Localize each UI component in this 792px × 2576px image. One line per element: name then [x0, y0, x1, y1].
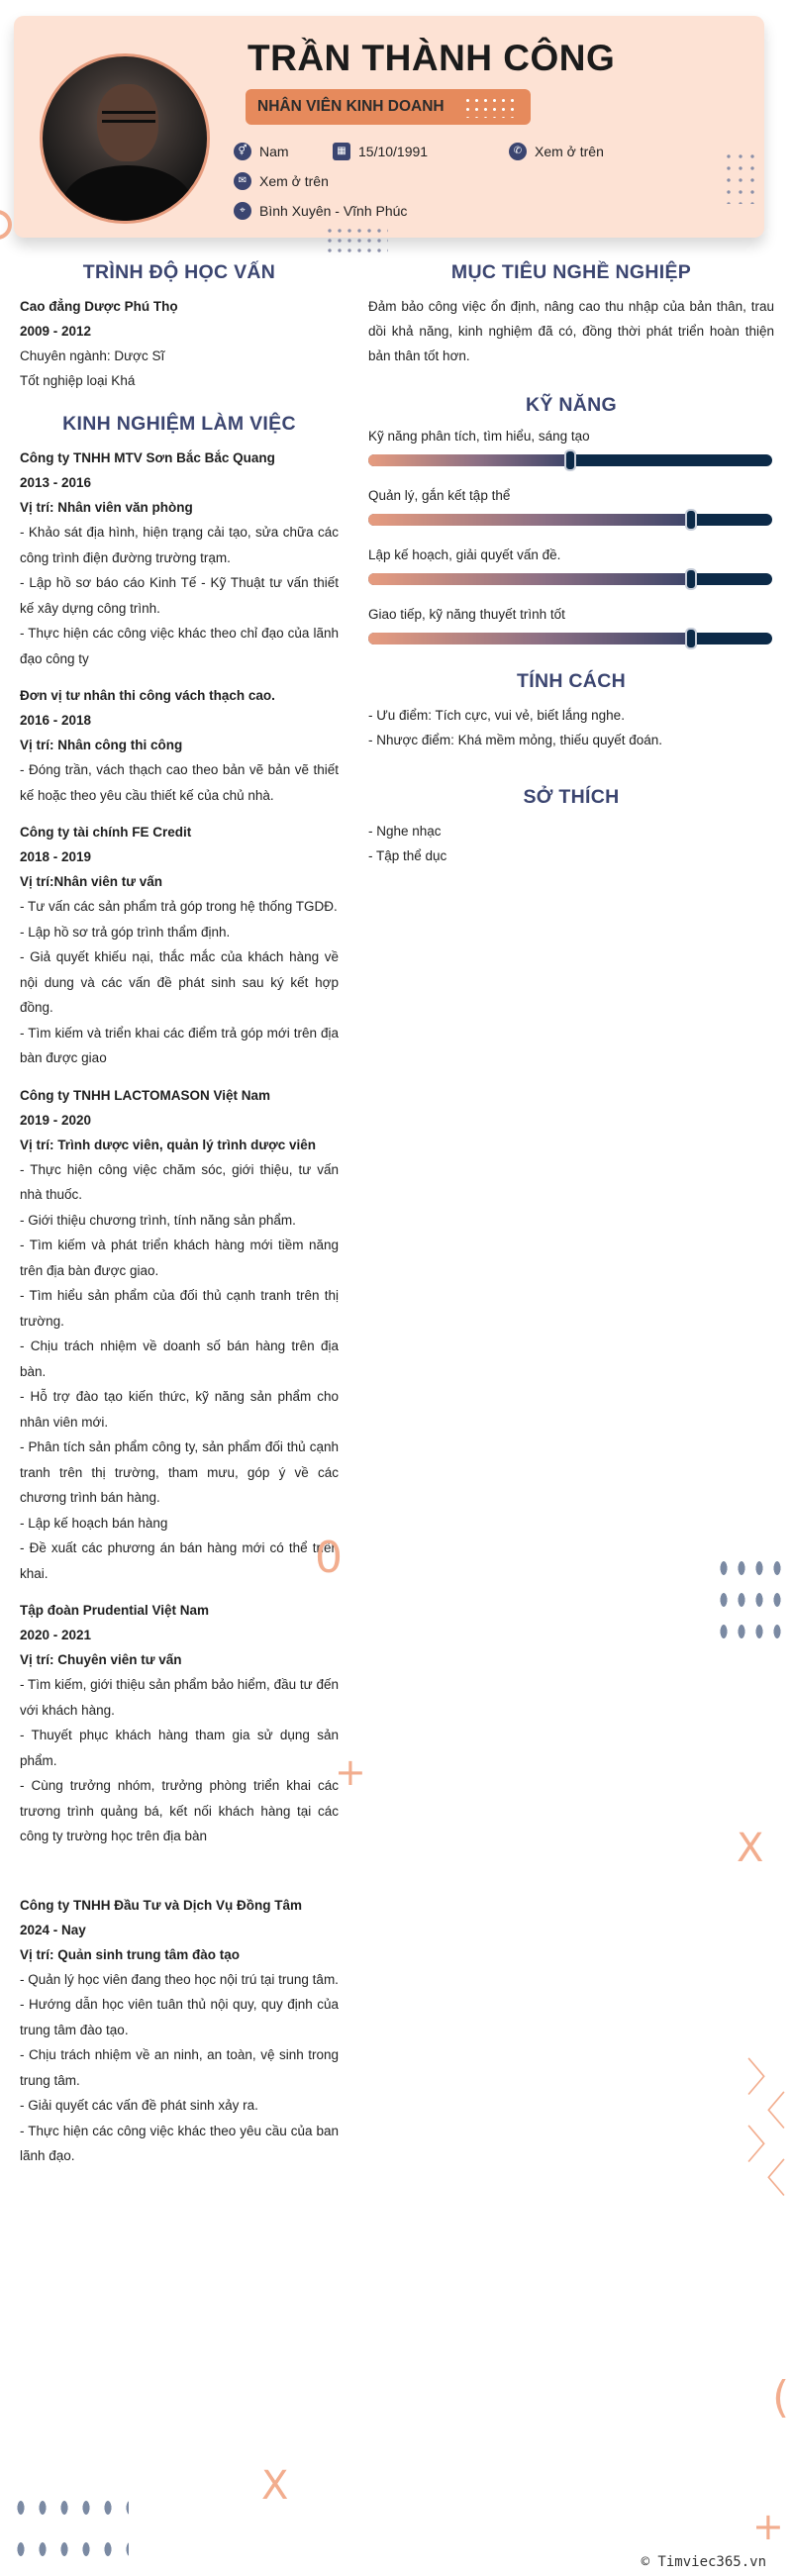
decorative-dots — [325, 226, 388, 255]
job-position: Vị trí: Trình dược viên, quản lý trình dược viên — [20, 1137, 317, 1152]
section-title: TÍNH CÁCH — [517, 670, 626, 692]
calendar-icon: ▦ — [333, 143, 350, 160]
right-column — [368, 261, 774, 868]
phone-value[interactable]: Xem ở trên — [535, 144, 604, 159]
job-entry — [20, 820, 339, 1071]
role-label: NHÂN VIÊN KINH DOANH — [257, 98, 445, 115]
section-title: KINH NGHIỆM LÀM VIỆC — [62, 413, 296, 435]
skill-label: Giao tiếp, kỹ năng thuyết trình tốt — [368, 607, 565, 622]
education-major: Chuyên ngành: Dược Sĩ — [20, 348, 165, 363]
info-phone — [509, 143, 604, 160]
info-email — [234, 172, 329, 190]
decorative-cross: X — [261, 2463, 289, 2509]
address-value: Bình Xuyên - Vĩnh Phúc — [259, 203, 408, 219]
education-grade: Tốt nghiệp loại Khá — [20, 373, 136, 388]
profile-header — [14, 16, 764, 238]
decorative-dots — [10, 2487, 129, 2576]
skill-slider[interactable] — [368, 573, 772, 585]
job-position: Vị trí: Chuyên viên tư vấn — [20, 1652, 182, 1667]
info-gender — [234, 143, 289, 160]
job-position: Vị trí: Quản sinh trung tâm đào tạo — [20, 1946, 241, 1962]
objective-section — [368, 261, 774, 368]
phone-icon: ✆ — [509, 143, 527, 160]
job-company: Tập đoàn Prudential Việt Nam — [20, 1603, 210, 1618]
job-duty: - Hướng dẫn học viên tuân thủ nội quy, quy định của trung tâm đào tạo. — [20, 1997, 339, 2037]
job-company: Công ty tài chính FE Credit — [20, 825, 192, 840]
decorative-ring: ( — [772, 2372, 790, 2423]
section-title: KỸ NĂNG — [525, 394, 618, 416]
decorative-plus: + — [752, 2505, 784, 2548]
personality-item: - Ưu điểm: Tích cực, vui vẻ, biết lắng nghe. — [368, 708, 625, 723]
job-duty: - Lập hồ sơ trả góp trình thẩm định. — [20, 924, 231, 940]
education-school: Cao đẳng Dược Phú Thọ — [20, 299, 178, 314]
job-duty: - Tìm kiếm, giới thiệu sản phẩm bảo hiểm, đầu tư đến với khách hàng. — [20, 1677, 339, 1718]
skill-handle[interactable] — [564, 449, 576, 471]
hobbies-section — [368, 786, 774, 868]
decorative-ring: 0 — [315, 1533, 343, 1583]
decorative-dots — [715, 1552, 786, 1647]
job-duty: - Phân tích sản phẩm công ty, sản phẩm đối thủ cạnh tranh trên thị trường, tham mưu, góp ý về các chương trình bán hàng. — [20, 1439, 339, 1505]
skill-item — [368, 427, 774, 466]
job-duty: - Giải quyết các vấn đề phát sinh xảy ra. — [20, 2098, 258, 2113]
job-duty: - Tìm hiểu sản phẩm của đối thủ cạnh tranh trên thị trường. — [20, 1288, 339, 1329]
skill-item — [368, 605, 774, 644]
job-company: Công ty TNHH Đầu Tư và Dịch Vụ Đồng Tâm — [20, 1897, 303, 1913]
job-duty: - Thực hiện các công việc khác theo yêu cầu của ban lãnh đạo. — [20, 2123, 339, 2163]
personality-item: - Nhược điểm: Khá mềm mỏng, thiếu quyết đoán. — [368, 733, 663, 747]
decorative-dots — [463, 96, 519, 118]
job-period: 2020 - 2021 — [20, 1628, 92, 1642]
section-title: SỞ THÍCH — [523, 786, 620, 808]
job-company: Công ty TNHH MTV Sơn Bắc Bắc Quang — [20, 450, 275, 465]
skill-fill — [368, 573, 691, 585]
personality-section — [368, 670, 774, 752]
job-period: 2013 - 2016 — [20, 475, 92, 490]
skill-slider[interactable] — [368, 633, 772, 644]
hobby-item: - Nghe nhạc — [368, 824, 442, 839]
left-column — [20, 261, 339, 2181]
profile-name: TRẦN THÀNH CÔNG — [248, 38, 616, 78]
gender-icon: ⚥ — [234, 143, 251, 160]
skill-fill — [368, 633, 691, 644]
job-duty: - Giả quyết khiếu nại, thắc mắc của khách hàng về nội dung và các vấn đề phát sinh sau ký kết hợp đồng. — [20, 949, 339, 1015]
job-duty: - Khảo sát địa hình, hiện trạng cải tạo, sửa chữa các công trình điện đường trường trạm. — [20, 525, 339, 565]
job-position: Vị trí: Nhân viên văn phòng — [20, 500, 193, 515]
job-entry — [20, 683, 339, 808]
job-duty: - Thuyết phục khách hàng tham gia sử dụng sản phẩm. — [20, 1728, 339, 1768]
education-period: 2009 - 2012 — [20, 324, 92, 339]
job-duty: - Lập hồ sơ báo cáo Kinh Tế - Kỹ Thuật tư vấn thiết kế xây dựng công trình. — [20, 575, 339, 616]
skill-handle[interactable] — [685, 628, 697, 649]
job-duty: - Giới thiệu chương trình, tính năng sản phẩm. — [20, 1212, 296, 1228]
job-duty: - Đóng trần, vách thạch cao theo bản vẽ bản vẽ thiết kế hoặc theo yêu cầu thiết kế của chủ nhà. — [20, 762, 339, 803]
job-entry — [20, 1083, 339, 1587]
avatar-shape — [62, 165, 193, 224]
job-duty: - Đề xuất các phương án bán hàng mới có thể triển khai. — [20, 1540, 339, 1581]
skill-handle[interactable] — [685, 509, 697, 531]
job-position: Vị trí: Nhân công thi công — [20, 738, 183, 752]
job-duty: - Cùng trưởng nhóm, trưởng phòng triển khai các trương trình quảng bá, kết nối khách hàng tại các công ty trường học trên địa bàn — [20, 1778, 339, 1843]
skill-handle[interactable] — [685, 568, 697, 590]
job-duty: - Quản lý học viên đang theo học nội trú tại trung tâm. — [20, 1971, 339, 1987]
info-address — [234, 202, 407, 220]
job-period: 2024 - Nay — [20, 1922, 86, 1937]
job-duty: - Thực hiện các công việc khác theo chỉ đạo của lãnh đạo công ty — [20, 626, 339, 666]
avatar-shape — [102, 111, 155, 123]
decorative-ring — [0, 210, 12, 240]
job-duty: - Tìm kiếm và triển khai các điểm trả góp mới trên địa bàn được giao — [20, 1025, 339, 1065]
footer-brand: © Timviec365.vn — [641, 2554, 766, 2570]
decorative-plus: + — [335, 1750, 366, 1794]
experience-section — [20, 413, 339, 2169]
skill-slider[interactable] — [368, 454, 772, 466]
skill-label: Lập kế hoạch, giải quyết vấn đề. — [368, 547, 561, 562]
avatar-shape — [97, 84, 158, 161]
job-company: Công ty TNHH LACTOMASON Việt Nam — [20, 1087, 271, 1103]
email-icon: ✉ — [234, 172, 251, 190]
gender-value: Nam — [259, 144, 289, 159]
hobby-item: - Tập thể dục — [368, 848, 447, 863]
email-value[interactable]: Xem ở trên — [259, 173, 329, 189]
job-entry — [20, 1598, 339, 1849]
job-position: Vị trí:Nhân viên tư vấn — [20, 874, 163, 889]
avatar — [40, 53, 210, 224]
education-section — [20, 261, 339, 393]
job-period: 2018 - 2019 — [20, 849, 92, 864]
decorative-dots — [723, 150, 758, 204]
job-duty: - Thực hiện công việc chăm sóc, giới thiệu, tư vấn nhà thuốc. — [20, 1161, 339, 1202]
job-period: 2016 - 2018 — [20, 713, 92, 728]
objective-text: Đảm bảo công việc ổn định, nâng cao thu nhập của bản thân, trau dồi khả năng, kinh nghiệm đã có, đồng thời phát triển hoàn thiện bản thân tốt hơn. — [368, 299, 774, 363]
job-duty: - Chịu trách nhiệm về doanh số bán hàng trên địa bàn. — [20, 1338, 339, 1379]
decorative-cross: X — [737, 1826, 764, 1871]
role-badge — [246, 89, 531, 125]
job-period: 2019 - 2020 — [20, 1112, 92, 1128]
job-entry — [20, 446, 339, 671]
job-duty: - Tư vấn các sản phẩm trả góp trong hệ thống TGDĐ. — [20, 899, 338, 914]
job-duty: - Chịu trách nhiệm về an ninh, an toàn, vệ sinh trong trung tâm. — [20, 2047, 339, 2088]
section-title: TRÌNH ĐỘ HỌC VẤN — [82, 261, 276, 283]
dob-value: 15/10/1991 — [358, 144, 429, 159]
skill-fill — [368, 454, 570, 466]
skill-slider[interactable] — [368, 514, 772, 526]
job-company: Đơn vị tư nhân thi công vách thạch cao. — [20, 688, 275, 703]
job-entry — [20, 1893, 339, 2169]
job-duty: - Hỗ trợ đào tạo kiến thức, kỹ năng sản phẩm cho nhân viên mới. — [20, 1389, 339, 1430]
skill-item — [368, 486, 774, 526]
job-duty: - Lập kế hoạch bán hàng — [20, 1515, 168, 1531]
skill-label: Quản lý, gắn kết tập thể — [368, 488, 511, 503]
skill-item — [368, 545, 774, 585]
skill-label: Kỹ năng phân tích, tìm hiểu, sáng tạo — [368, 429, 590, 444]
info-dob — [333, 143, 428, 160]
skills-section — [368, 394, 774, 644]
skill-fill — [368, 514, 691, 526]
section-title: MỤC TIÊU NGHỀ NGHIỆP — [450, 261, 692, 283]
job-duty: - Tìm kiếm và phát triển khách hàng mới tiềm năng trên địa bàn được giao. — [20, 1238, 339, 1278]
decorative-zigzag: 〉 〈 〉 〈 — [746, 2055, 786, 2202]
location-icon: ⌖ — [234, 202, 251, 220]
